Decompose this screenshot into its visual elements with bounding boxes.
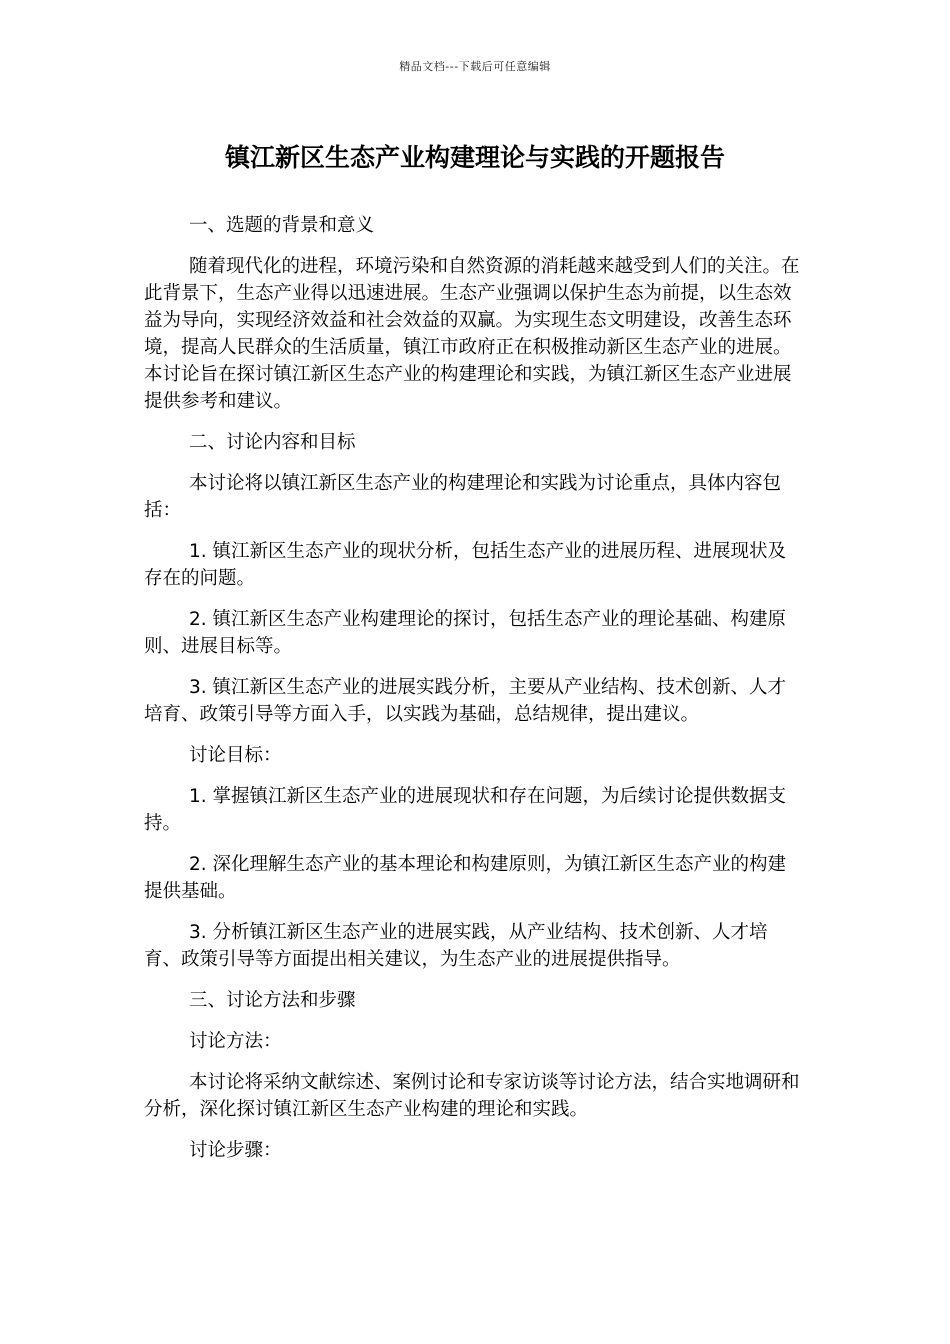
- section-heading-background: 一、选题的背景和意义: [189, 215, 375, 236]
- subheading-methods: 讨论方法：: [189, 1031, 282, 1052]
- paragraph-content-intro: 本讨论将以镇江新区生态产业的构建理论和实践为讨论重点，具体内容包括：: [144, 473, 782, 521]
- list-item-content-2: 2. 镇江新区生态产业构建理论的探讨，包括生态产业的理论基础、构建原则、进展目标等。: [144, 609, 787, 657]
- document-title: 镇江新区生态产业构建理论与实践的开题报告: [224, 143, 725, 172]
- section-heading-methods: 三、讨论方法和步骤: [189, 990, 356, 1011]
- paragraph-background: 随着现代化的进程，环境污染和自然资源的消耗越来越受到人们的关注。在此背景下，生态产业得以迅速进展。生态产业强调以保护生态为前提，以生态效益为导向，实现经济效益和社会效益的双赢。为实现生态文明建设，改善生态环境，提高人民群众的生活质量，镇江市政府正在积极推动新区生态产业的进展。本讨论旨在探讨镇江新区生态产业的构建理论和实践，为镇江新区生态产业进展提供参考和建议。: [144, 256, 800, 412]
- list-item-content-3: 3. 镇江新区生态产业的进展实践分析，主要从产业结构、技术创新、人才培育、政策引导等方面入手，以实践为基础，总结规律，提出建议。: [144, 677, 787, 725]
- document-body: [144, 212, 804, 1178]
- list-item-content-1: 1. 镇江新区生态产业的现状分析，包括生态产业的进展历程、进展现状及存在的问题。: [144, 541, 787, 589]
- subheading-steps: 讨论步骤：: [189, 1140, 282, 1161]
- list-item-goal-1: 1. 掌握镇江新区生态产业的进展现状和存在问题，为后续讨论提供数据支持。: [144, 786, 787, 834]
- list-item-goal-3: 3. 分析镇江新区生态产业的进展实践，从产业结构、技术创新、人才培育、政策引导等方面提出相关建议，为生态产业的进展提供指导。: [144, 922, 768, 970]
- subheading-goals: 讨论目标：: [189, 745, 282, 766]
- header-note: 精品文档---下载后可任意编辑: [399, 60, 551, 73]
- paragraph-methods: 本讨论将采纳文献综述、案例讨论和专家访谈等讨论方法，结合实地调研和分析，深化探讨镇江新区生态产业构建的理论和实践。: [144, 1072, 800, 1120]
- section-heading-content-goals: 二、讨论内容和目标: [189, 432, 356, 453]
- list-item-goal-2: 2. 深化理解生态产业的基本理论和构建原则，为镇江新区生态产业的构建提供基础。: [144, 854, 787, 902]
